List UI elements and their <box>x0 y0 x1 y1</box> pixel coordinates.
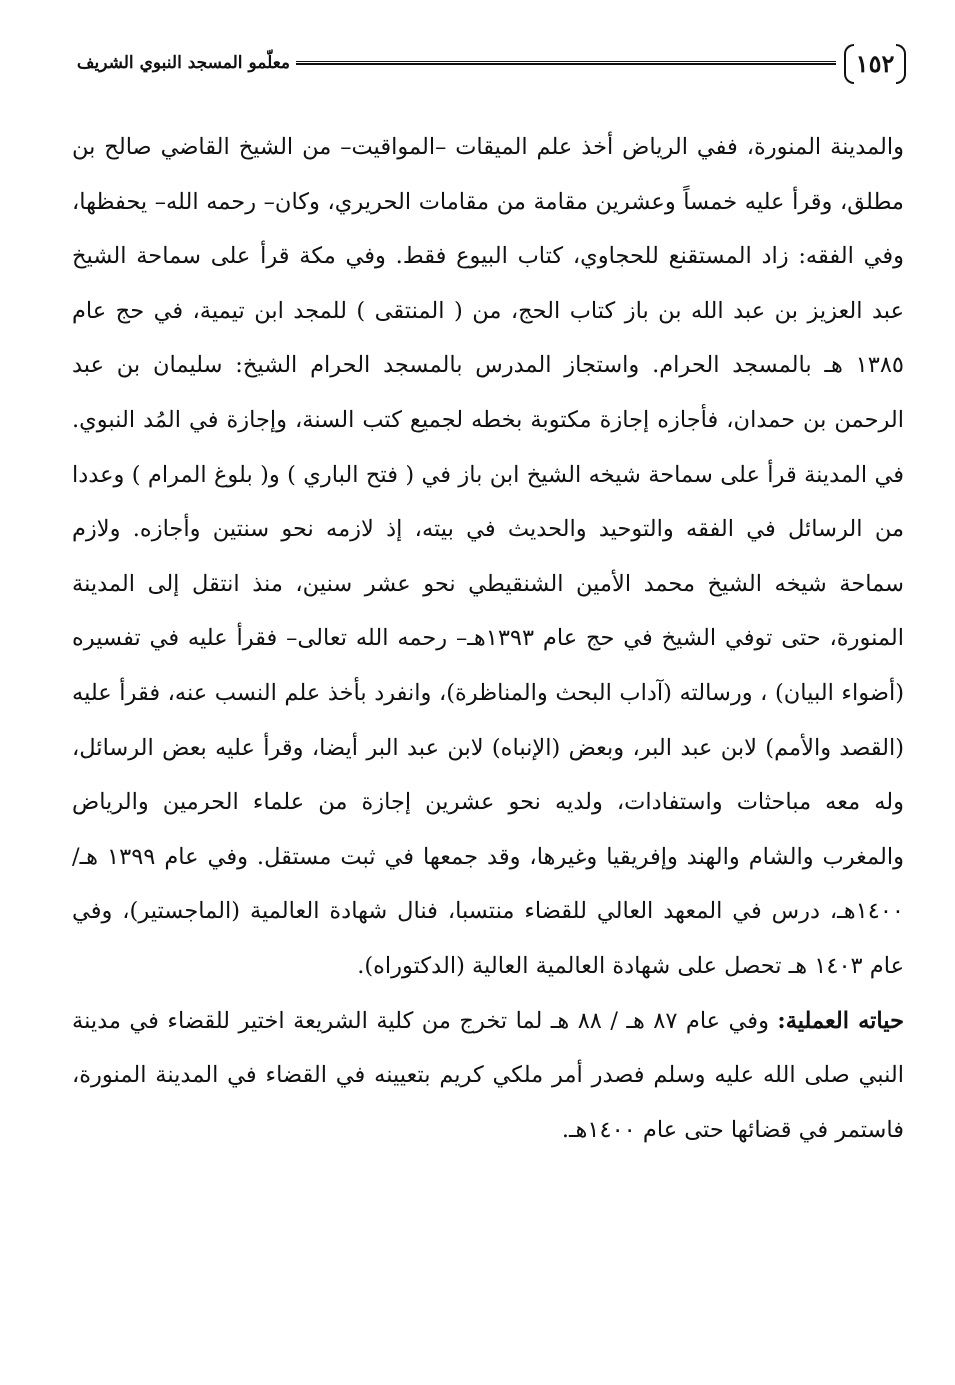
paragraph-studies: والمدينة المنورة، ففي الرياض أخذ علم الميقات –المواقيت– من الشيخ القاضي صالح بن مطلق، وقرأ عليه خمساً وعشرين مقامة من مقامات الحريري، وكان– رحمه الله– يحفظها، وفي الفقه: زاد المستقنع للحجاوي، كتاب البيوع فقط. وفي مكة قرأ على سماحة الشيخ عبد العزيز بن عبد الله بن باز كتاب الحج، من ( المنتقى ) للمجد ابن تيمية، في حج عام ١٣٨٥ هـ بالمسجد الحرام. واستجاز المدرس بالمسجد الحرام الشيخ: سليمان بن عبد الرحمن بن حمدان، فأجازه إجازة مكتوبة بخطه لجميع كتب السنة، وإجازة في المُد النبوي. في المدينة قرأ على سماحة شيخه الشيخ ابن باز في ( فتح الباري ) و( بلوغ المرام ) وعددا من الرسائل في الفقه والتوحيد والحديث في بيته، إذ لازمه نحو سنتين وأجازه. ولازم سماحة شيخه الشيخ محمد الأمين الشنقيطي نحو عشر سنين، منذ انتقل إلى المدينة المنورة، حتى توفي الشيخ في حج عام ١٣٩٣هـ– رحمه الله تعالى– فقرأ عليه في تفسيره (أضواء البيان) ، ورسالته (آداب البحث والمناظرة)، وانفرد بأخذ علم النسب عنه، فقرأ عليه (القصد والأمم) لابن عبد البر، وبعض (الإنباه) لابن عبد البر أيضا، وقرأ عليه بعض الرسائل، وله معه مباحثات واستفادات، ولديه نحو عشرين إجازة من علماء الحرمين والرياض والمغرب والشام والهند وإفريقيا وغيرها، وقد جمعها في ثبت مستقل. وفي عام ١٣٩٩ هـ/ ١٤٠٠هـ، درس في المعهد العالي للقضاء منتسبا، فنال شهادة العالمية (الماجستير)، وفي عام ١٤٠٣ هـ تحصل على شهادة العالمية العالية (الدكتوراه). <box>72 134 904 979</box>
paragraph-career <box>72 994 904 1158</box>
paragraph-career-text: وفي عام ٨٧ هـ / ٨٨ هـ لما تخرج من كلية الشريعة اختير للقضاء في مدينة النبي صلى الله عليه وسلم فصدر أمر ملكي كريم بتعيينه في القضاء في المدينة المنورة، فاستمر في قضائها حتى عام ١٤٠٠هـ. <box>72 1007 904 1143</box>
running-title: معلّمو المسجد النبوي الشريف <box>76 53 290 73</box>
bracket-left-icon <box>844 44 854 84</box>
page-number: ١٥٢ <box>855 49 895 78</box>
section-heading-career: حياته العملية: <box>777 1007 904 1034</box>
page-header <box>74 36 906 98</box>
body-text <box>72 120 904 1157</box>
header-rule <box>296 61 836 65</box>
bracket-right-icon <box>896 44 906 84</box>
page-number-frame <box>844 44 906 84</box>
